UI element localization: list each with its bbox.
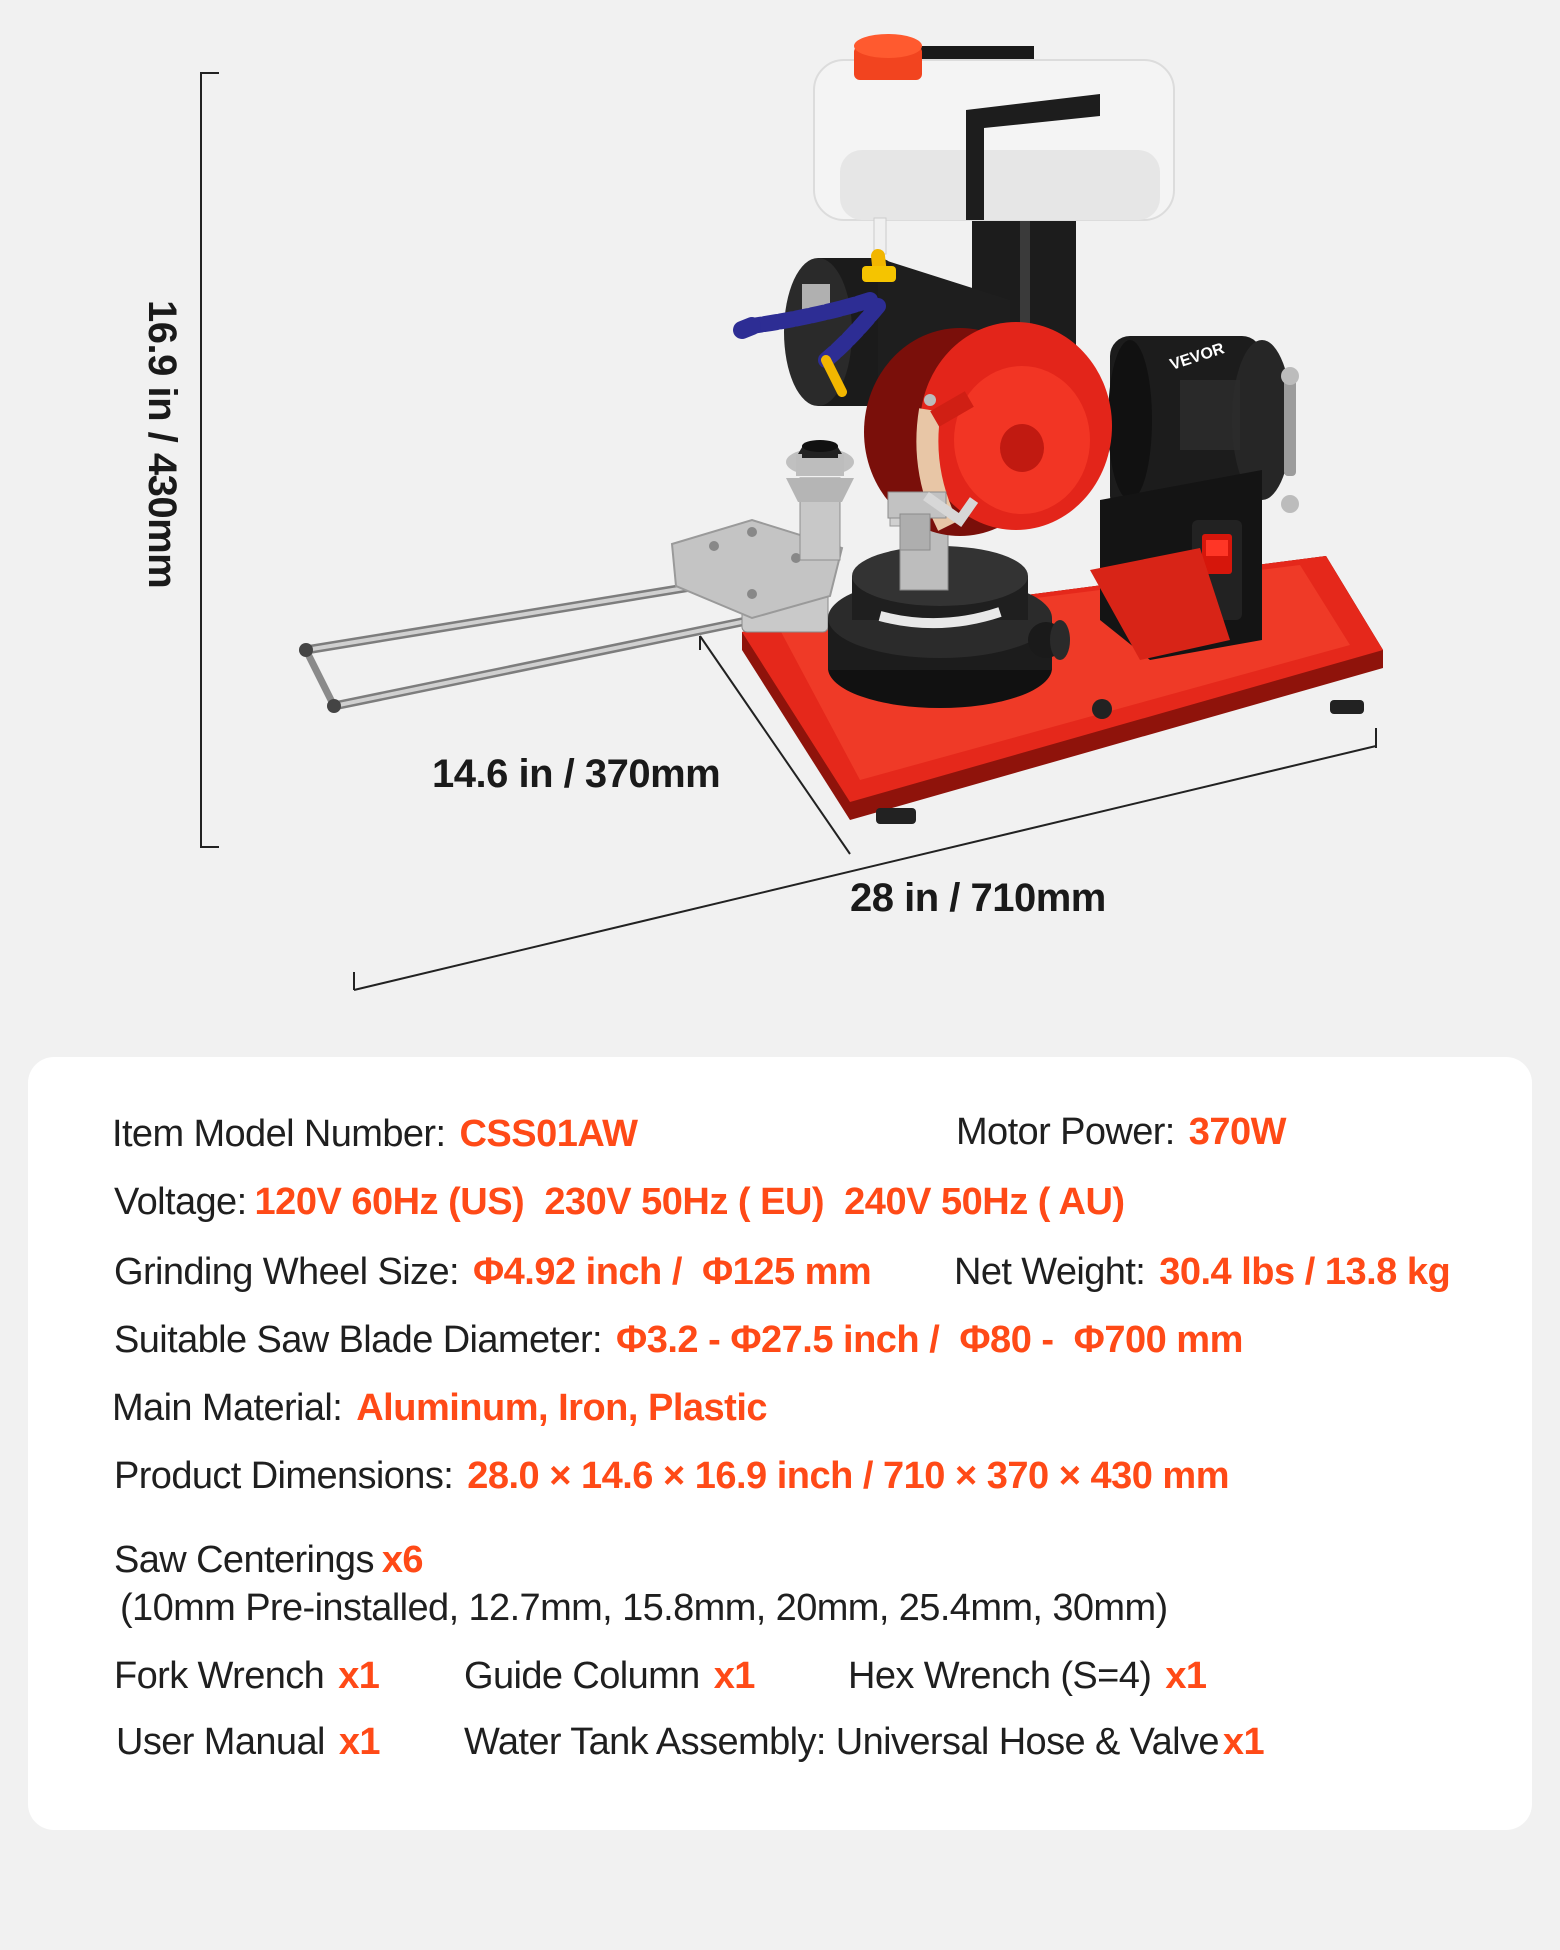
spec-label: Product Dimensions: (114, 1455, 454, 1497)
spec-power (956, 1111, 1286, 1154)
package-qty: x1 (338, 1721, 380, 1763)
spec-material (112, 1387, 767, 1430)
spec-value: Φ3.2 - Φ27.5 inch / Φ80 - Φ700 mm (616, 1319, 1243, 1361)
height-dimension-label: 16.9 in / 430mm (140, 300, 184, 589)
package-qty: x6 (381, 1539, 423, 1581)
package-label: User Manual (116, 1721, 325, 1763)
spec-label: Suitable Saw Blade Diameter: (114, 1319, 603, 1361)
motor-column (1090, 470, 1262, 660)
machine-base (742, 556, 1383, 824)
spec-label: Voltage: (114, 1181, 247, 1223)
package-label: Saw Centerings (114, 1539, 374, 1581)
package-qty: x1 (338, 1655, 380, 1697)
package-guide-column (464, 1655, 755, 1698)
spec-dimensions (114, 1455, 1229, 1498)
spec-label: Net Weight: (954, 1251, 1146, 1293)
spec-value: Φ4.92 inch / Φ125 mm (472, 1251, 872, 1293)
brand-logo: VEVOR (1167, 340, 1227, 374)
spec-label: Motor Power: (956, 1111, 1175, 1153)
spec-wheel-size (114, 1251, 871, 1294)
package-label: Hex Wrench (S=4) (848, 1655, 1152, 1697)
spec-value: 30.4 lbs / 13.8 kg (1159, 1251, 1451, 1293)
package-qty: x1 (1222, 1721, 1264, 1763)
package-water-tank (464, 1721, 1264, 1764)
spec-blade-diameter (114, 1319, 1243, 1362)
spec-label: Main Material: (112, 1387, 343, 1429)
width-dimension-label: 28 in / 710mm (850, 876, 1106, 920)
spec-value: Aluminum, Iron, Plastic (356, 1387, 768, 1429)
depth-dimension-label: 14.6 in / 370mm (432, 752, 721, 796)
package-user-manual (116, 1721, 380, 1764)
package-qty: x1 (1165, 1655, 1207, 1697)
package-label: Water Tank Assembly: Universal Hose & Valve (464, 1721, 1219, 1763)
spec-weight (954, 1251, 1450, 1294)
spec-model (112, 1113, 638, 1156)
package-hex-wrench (848, 1655, 1206, 1698)
package-centerings-note: (10mm Pre-installed, 12.7mm, 15.8mm, 20mm, 25.4mm, 30mm) (120, 1587, 1168, 1629)
spec-label: Grinding Wheel Size: (114, 1251, 459, 1293)
package-centerings (114, 1539, 423, 1582)
height-dimension-line (201, 73, 219, 847)
spec-label: Item Model Number: (112, 1113, 446, 1155)
spec-value: 120V 60Hz (US) 230V 50Hz ( EU) 240V 50Hz ( AU) (254, 1181, 1125, 1223)
spec-value: 28.0 × 14.6 × 16.9 inch / 710 × 370 × 430 mm (467, 1455, 1229, 1497)
spec-value: CSS01AW (459, 1113, 638, 1155)
water-tank (814, 34, 1174, 254)
spec-value: 370W (1188, 1111, 1287, 1153)
package-label: Fork Wrench (114, 1655, 325, 1697)
spec-voltage (114, 1181, 1125, 1224)
package-fork-wrench (114, 1655, 379, 1698)
spec-card (28, 1057, 1532, 1830)
package-label: Guide Column (464, 1655, 700, 1697)
package-qty: x1 (713, 1655, 755, 1697)
